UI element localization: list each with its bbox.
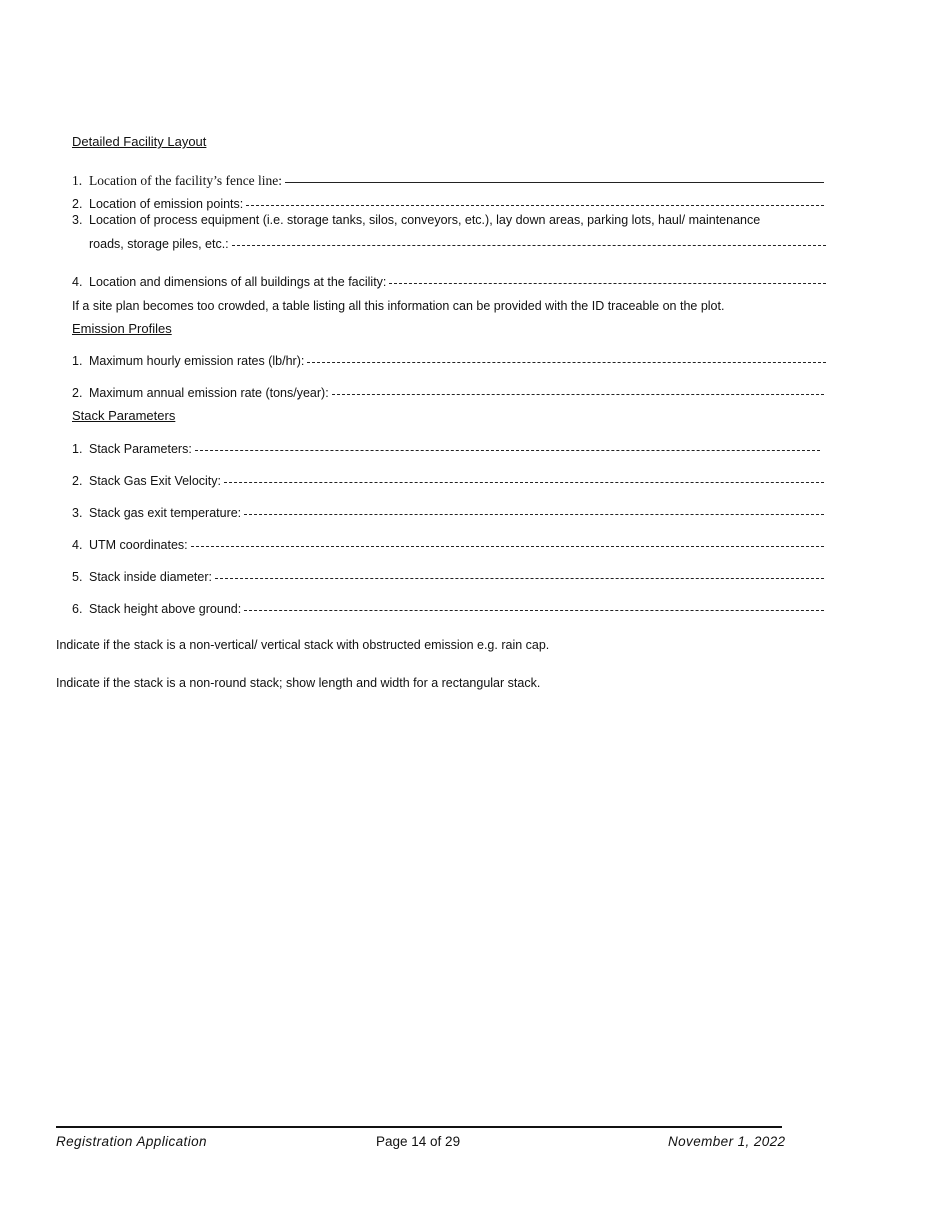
buildings-field[interactable]: 4. Location and dimensions of all buildings at the facility: <box>72 275 826 289</box>
stack-parameters-field[interactable]: 1. Stack Parameters: <box>72 442 820 456</box>
hourly-emission-blank[interactable] <box>307 362 826 363</box>
vertical-stack-note: Indicate if the stack is a non-vertical/ vertical stack with obstructed emission e.g. rain cap. <box>56 638 550 652</box>
round-stack-note: Indicate if the stack is a non-round stack; show length and width for a rectangular stack. <box>56 676 541 690</box>
stack-height-label: Stack height above ground: <box>89 602 242 616</box>
hourly-emission-label: Maximum hourly emission rates (lb/hr): <box>89 354 305 368</box>
annual-emission-blank[interactable] <box>332 394 824 395</box>
stack-height-field[interactable]: 6. Stack height above ground: <box>72 602 824 616</box>
inside-diameter-field[interactable]: 5. Stack inside diameter: <box>72 570 824 584</box>
fence-line-blank[interactable] <box>285 182 824 183</box>
utm-coordinates-field[interactable]: 4. UTM coordinates: <box>72 538 824 552</box>
exit-velocity-field[interactable]: 2. Stack Gas Exit Velocity: <box>72 474 824 488</box>
exit-temperature-field[interactable]: 3. Stack gas exit temperature: <box>72 506 824 520</box>
fence-line-field[interactable]: 1. Location of the facility’s fence line: <box>72 173 824 189</box>
footer-document-title: Registration Application <box>56 1134 207 1149</box>
stack-parameters-label: Stack Parameters: <box>89 442 192 456</box>
buildings-blank[interactable] <box>389 283 826 284</box>
buildings-label: Location and dimensions of all buildings at the facility: <box>89 275 387 289</box>
emission-points-blank[interactable] <box>246 205 824 206</box>
fence-line-label: Location of the facility’s fence line: <box>89 173 283 188</box>
stack-parameters-heading: Stack Parameters <box>72 408 176 423</box>
exit-temperature-blank[interactable] <box>244 514 824 515</box>
inside-diameter-label: Stack inside diameter: <box>89 570 212 584</box>
annual-emission-label: Maximum annual emission rate (tons/year): <box>89 386 329 400</box>
inside-diameter-blank[interactable] <box>215 578 824 579</box>
utm-coordinates-blank[interactable] <box>191 546 824 547</box>
exit-velocity-label: Stack Gas Exit Velocity: <box>89 474 221 488</box>
exit-temperature-label: Stack gas exit temperature: <box>89 506 242 520</box>
site-plan-note: If a site plan becomes too crowded, a table listing all this information can be provided with the ID traceable on the plot. <box>72 299 725 313</box>
hourly-emission-field[interactable]: 1. Maximum hourly emission rates (lb/hr): <box>72 354 826 368</box>
footer-divider <box>56 1126 782 1128</box>
process-equipment-label-cont: roads, storage piles, etc.: <box>89 237 229 251</box>
footer-page-number: Page 14 of 29 <box>376 1134 461 1149</box>
footer-date: November 1, 2022 <box>668 1134 786 1149</box>
emission-points-label: Location of emission points: <box>89 197 244 211</box>
process-equipment-blank[interactable] <box>232 245 826 246</box>
process-equipment-field[interactable] <box>89 237 826 251</box>
annual-emission-field[interactable]: 2. Maximum annual emission rate (tons/year): <box>72 386 824 400</box>
emission-points-field[interactable]: 2. Location of emission points: <box>72 197 824 211</box>
emission-profiles-heading: Emission Profiles <box>72 321 172 336</box>
stack-parameters-blank[interactable] <box>195 450 820 451</box>
facility-layout-heading: Detailed Facility Layout <box>72 134 207 149</box>
utm-coordinates-label: UTM coordinates: <box>89 538 188 552</box>
process-equipment-label: 3. Location of process equipment (i.e. storage tanks, silos, conveyors, etc.), lay down areas, parking lots, haul/ maintenance <box>72 213 761 227</box>
stack-height-blank[interactable] <box>244 610 824 611</box>
exit-velocity-blank[interactable] <box>224 482 824 483</box>
